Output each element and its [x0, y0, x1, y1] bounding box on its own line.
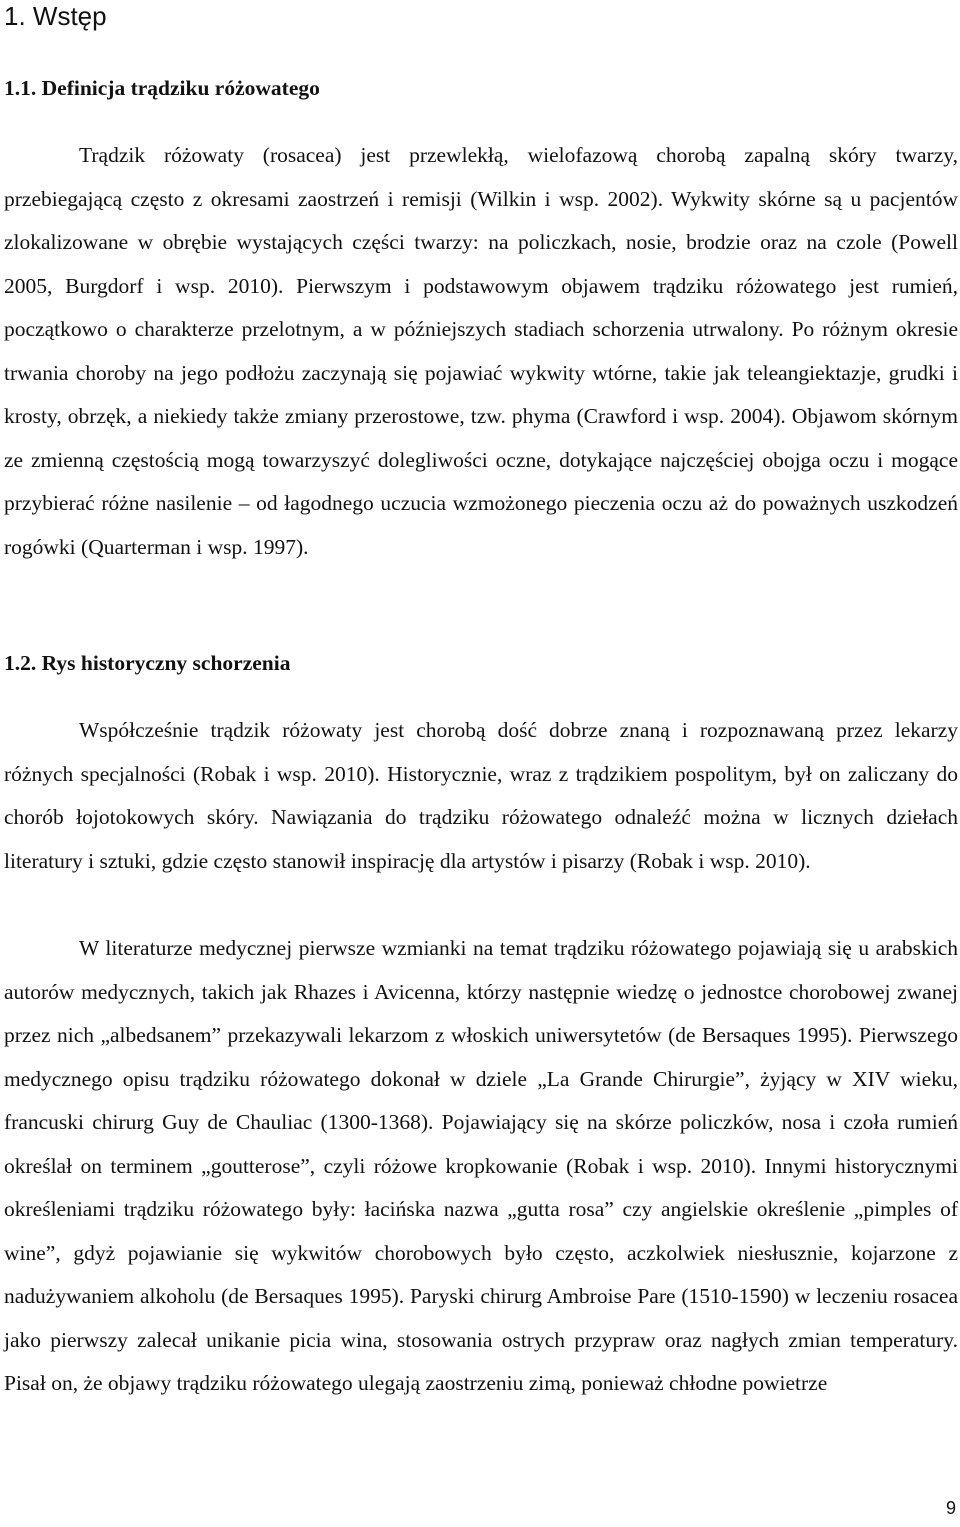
section-heading-history: 1.2. Rys historyczny schorzenia — [4, 651, 291, 675]
paragraph-history-literature: W literaturze medycznej pierwsze wzmianki na temat trądziku różowatego pojawiają się u arabskich autorów medycznych, takich jak Rhazes i Avicenna, którzy następnie wiedzę o jednostce chorobowej zwanej przez nich „albedsanem” przekazywali lekarzom z włoskich uniwersytetów (de Bersaques 1995). Pierwszego medycznego opisu trądziku różowatego dokonał w dziele „La Grande Chirurgie”, żyjący w XIV wieku, francuski chirurg Guy de Chauliac (1300-1368). Pojawiający się na skórze policzków, nosa i czoła rumień określał on terminem „goutterose”, czyli różowe kropkowanie (Robak i wsp. 2010). Innymi historycznymi określeniami trądziku różowatego były: łacińska nazwa „gutta rosa” czy angielskie określenie „pimples of wine”, gdyż pojawianie się wykwitów chorobowych było często, aczkolwiek niesłusznie, kojarzone z nadużywaniem alkoholu (de Bersaques 1995). Paryski chirurg Ambroise Pare (1510-1590) w leczeniu rosacea jako pierwszy zalecał unikanie picia wina, stosowania ostrych przypraw oraz nagłych zmian temperatury. Pisał on, że objawy trądziku różowatego ulegają zaostrzeniu zimą, ponieważ chłodne powietrze — [4, 936, 958, 1395]
chapter-heading: 1. Wstęp — [4, 1, 107, 31]
paragraph-definition: Trądzik różowaty (rosacea) jest przewlekłą, wielofazową chorobą zapalną skóry twarzy, przebiegającą często z okresami zaostrzeń i remisji (Wilkin i wsp. 2002). Wykwity skórne są u pacjentów zlokalizowane w obrębie wystających części twarzy: na policzkach, nosie, brodzie oraz na czole (Powell 2005, Burgdorf i wsp. 2010). Pierwszym i podstawowym objawem trądziku różowatego jest rumień, początkowo o charakterze przelotnym, a w późniejszych stadiach schorzenia utrwalony. Po różnym okresie trwania choroby na jego podłożu zaczynają się pojawiać wykwity wtórne, takie jak teleangiektazje, grudki i krosty, obrzęk, a niekiedy także zmiany przerostowe, tzw. phyma (Crawford i wsp. 2004). Objawom skórnym ze zmienną częstością mogą towarzyszyć dolegliwości oczne, dotykające najczęściej obojga oczu i mogące przybierać różne nasilenie – od łagodnego uczucia wzmożonego pieczenia oczu aż do poważnych uszkodzeń rogówki (Quarterman i wsp. 1997). — [4, 143, 958, 559]
section-heading-definition: 1.1. Definicja trądziku różowatego — [4, 76, 320, 100]
paragraph-history-intro: Współcześnie trądzik różowaty jest chorobą dość dobrze znaną i rozpoznawaną przez lekarzy różnych specjalności (Robak i wsp. 2010). Historycznie, wraz z trądzikiem pospolitym, był on zaliczany do chorób łojotokowych skóry. Nawiązania do trądziku różowatego odnaleźć można w licznych dziełach literatury i sztuki, gdzie często stanowił inspirację dla artystów i pisarzy (Robak i wsp. 2010). — [4, 718, 958, 873]
page-number: 9 — [945, 1498, 956, 1518]
